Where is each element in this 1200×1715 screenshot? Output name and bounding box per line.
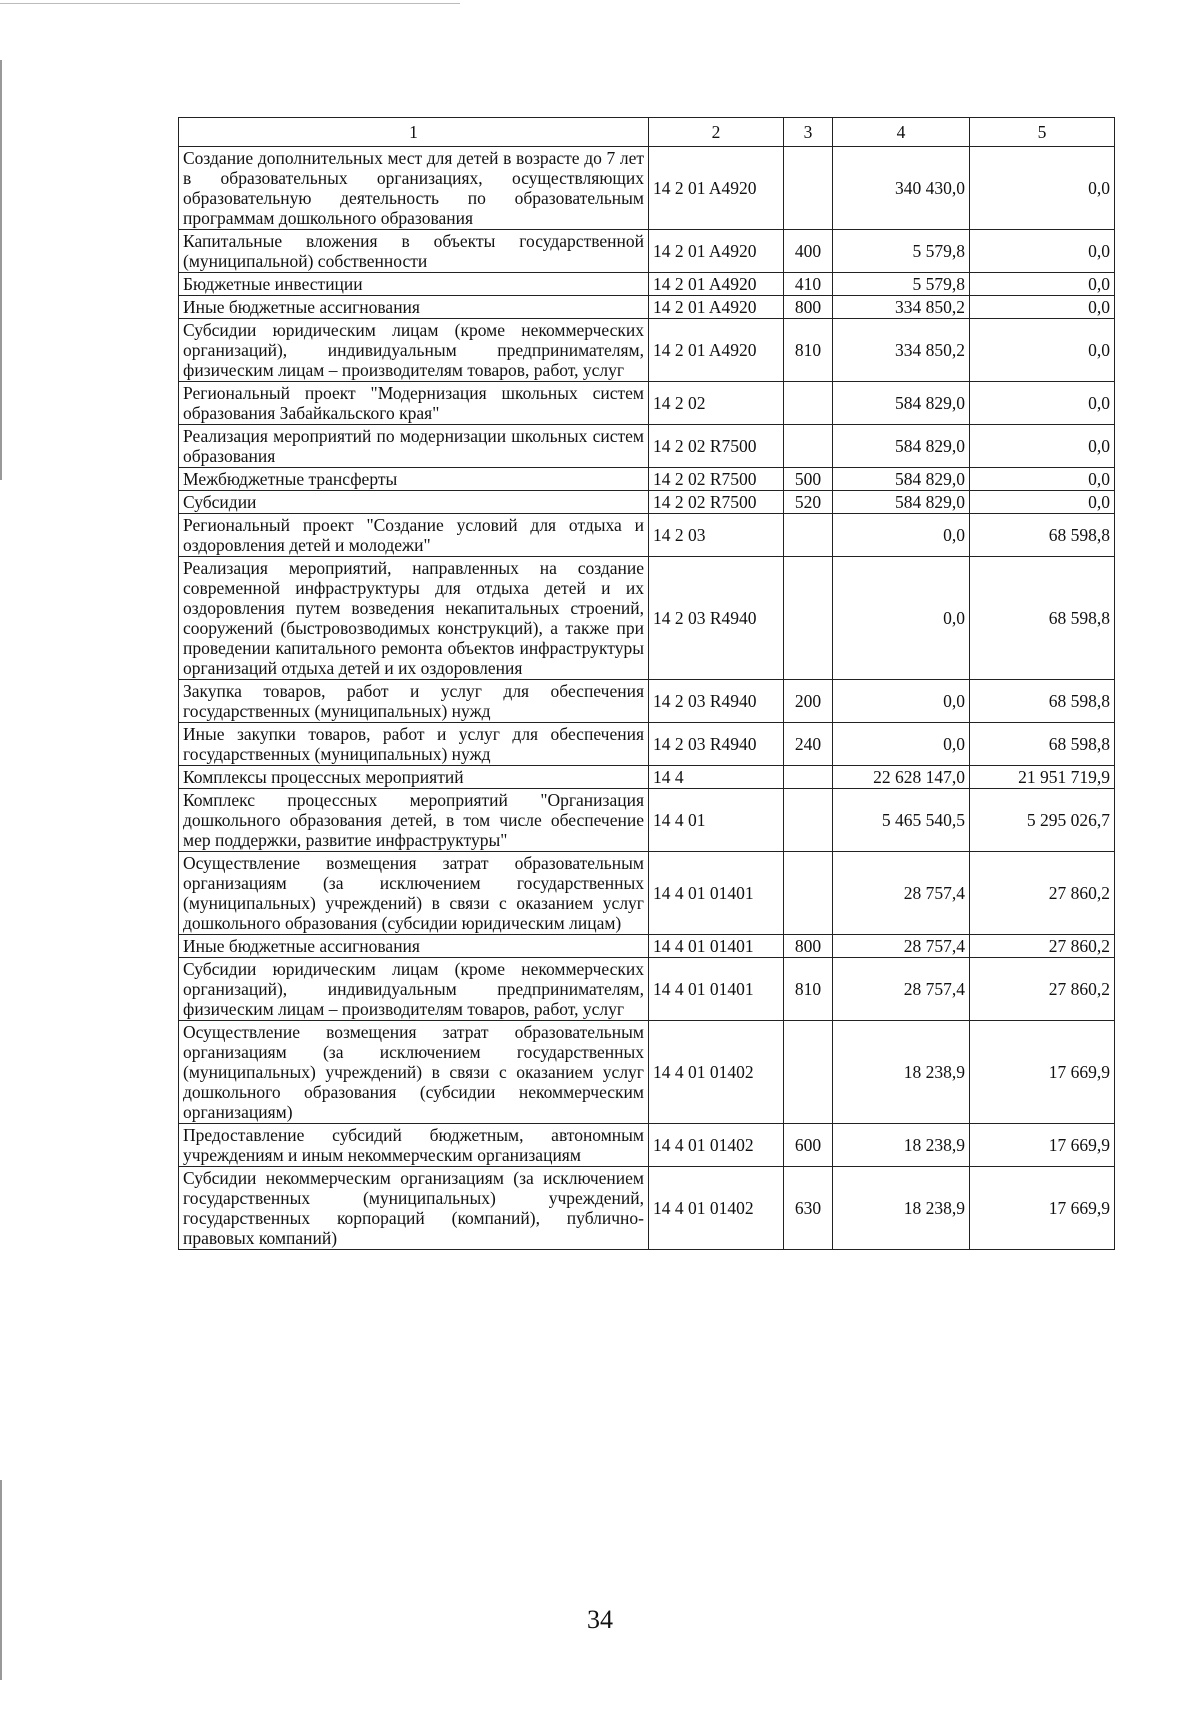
row-amount-year1-cell: 0,0 (833, 514, 970, 557)
row-name-cell: Создание дополнительных мест для детей в возрасте до 7 лет в образовательных организациях, осуществляющих образовательную деятельность по образовательным программам дошкольного образования (179, 147, 649, 230)
row-amount-year1-cell: 5 579,8 (833, 230, 970, 273)
row-amount-year1-cell: 5 579,8 (833, 273, 970, 296)
row-amount-year2-cell: 17 669,9 (970, 1167, 1115, 1250)
table-row (179, 468, 1115, 491)
row-code-cell: 14 4 01 01402 (649, 1167, 784, 1250)
row-code-cell: 14 2 01 A4920 (649, 296, 784, 319)
row-amount-year1-cell: 22 628 147,0 (833, 766, 970, 789)
row-amount-year2-cell: 21 951 719,9 (970, 766, 1115, 789)
row-code-cell: 14 4 01 01401 (649, 852, 784, 935)
row-type-cell: 800 (784, 935, 833, 958)
header-col-1: 1 (179, 118, 649, 147)
row-amount-year1-cell: 584 829,0 (833, 491, 970, 514)
row-code-cell: 14 4 01 01402 (649, 1021, 784, 1124)
row-code-cell: 14 2 01 A4920 (649, 319, 784, 382)
row-type-cell (784, 382, 833, 425)
row-amount-year2-cell: 27 860,2 (970, 958, 1115, 1021)
row-code-cell: 14 2 03 R4940 (649, 723, 784, 766)
table-row (179, 1021, 1115, 1124)
table-row (179, 1124, 1115, 1167)
row-amount-year1-cell: 584 829,0 (833, 382, 970, 425)
table-row (179, 935, 1115, 958)
row-amount-year2-cell: 17 669,9 (970, 1021, 1115, 1124)
budget-table (178, 117, 1115, 1250)
row-code-cell: 14 2 02 R7500 (649, 468, 784, 491)
row-amount-year2-cell: 27 860,2 (970, 852, 1115, 935)
row-name-cell: Иные бюджетные ассигнования (179, 935, 649, 958)
row-name-cell: Региональный проект "Модернизация школьных систем образования Забайкальского края" (179, 382, 649, 425)
table-row (179, 557, 1115, 680)
row-amount-year2-cell: 0,0 (970, 296, 1115, 319)
row-code-cell: 14 4 01 (649, 789, 784, 852)
row-code-cell: 14 2 03 (649, 514, 784, 557)
row-amount-year2-cell: 0,0 (970, 382, 1115, 425)
row-type-cell: 800 (784, 296, 833, 319)
row-name-cell: Капитальные вложения в объекты государственной (муниципальной) собственности (179, 230, 649, 273)
row-name-cell: Региональный проект "Создание условий для отдыха и оздоровления детей и молодежи" (179, 514, 649, 557)
row-type-cell: 200 (784, 680, 833, 723)
row-name-cell: Реализация мероприятий по модернизации школьных систем образования (179, 425, 649, 468)
row-amount-year1-cell: 18 238,9 (833, 1167, 970, 1250)
table-row (179, 230, 1115, 273)
row-type-cell: 630 (784, 1167, 833, 1250)
row-amount-year2-cell: 0,0 (970, 230, 1115, 273)
row-amount-year1-cell: 0,0 (833, 557, 970, 680)
row-code-cell: 14 4 01 01402 (649, 1124, 784, 1167)
table-row (179, 789, 1115, 852)
row-amount-year1-cell: 18 238,9 (833, 1124, 970, 1167)
row-amount-year2-cell: 5 295 026,7 (970, 789, 1115, 852)
row-amount-year1-cell: 340 430,0 (833, 147, 970, 230)
row-amount-year1-cell: 334 850,2 (833, 296, 970, 319)
table-row (179, 680, 1115, 723)
row-type-cell (784, 852, 833, 935)
row-amount-year2-cell: 0,0 (970, 273, 1115, 296)
row-name-cell: Иные бюджетные ассигнования (179, 296, 649, 319)
row-name-cell: Субсидии (179, 491, 649, 514)
row-code-cell: 14 2 02 (649, 382, 784, 425)
table-row (179, 852, 1115, 935)
table-row (179, 273, 1115, 296)
table-row (179, 147, 1115, 230)
row-type-cell: 810 (784, 958, 833, 1021)
row-amount-year2-cell: 68 598,8 (970, 557, 1115, 680)
row-type-cell (784, 789, 833, 852)
row-amount-year1-cell: 5 465 540,5 (833, 789, 970, 852)
row-name-cell: Комплексы процессных мероприятий (179, 766, 649, 789)
row-name-cell: Межбюджетные трансферты (179, 468, 649, 491)
row-type-cell (784, 1021, 833, 1124)
row-name-cell: Иные закупки товаров, работ и услуг для обеспечения государственных (муниципальных) нужд (179, 723, 649, 766)
row-code-cell: 14 2 02 R7500 (649, 491, 784, 514)
row-amount-year2-cell: 0,0 (970, 468, 1115, 491)
row-type-cell: 410 (784, 273, 833, 296)
row-amount-year2-cell: 68 598,8 (970, 723, 1115, 766)
table-row (179, 491, 1115, 514)
row-amount-year2-cell: 0,0 (970, 147, 1115, 230)
scan-artifact-edge (0, 1480, 2, 1680)
row-type-cell (784, 766, 833, 789)
row-type-cell (784, 425, 833, 468)
row-type-cell: 810 (784, 319, 833, 382)
row-name-cell: Закупка товаров, работ и услуг для обеспечения государственных (муниципальных) нужд (179, 680, 649, 723)
row-amount-year1-cell: 0,0 (833, 680, 970, 723)
row-name-cell: Осуществление возмещения затрат образовательным организациям (за исключением государственных (муниципальных) учреждений) в связи с оказанием услуг дошкольного образования (субсидии юридическим лицам) (179, 852, 649, 935)
scan-artifact-edge (0, 60, 2, 480)
table-row (179, 1167, 1115, 1250)
row-amount-year2-cell: 0,0 (970, 491, 1115, 514)
table-row (179, 425, 1115, 468)
scan-artifact-line (0, 3, 460, 4)
row-type-cell (784, 514, 833, 557)
row-amount-year1-cell: 28 757,4 (833, 958, 970, 1021)
row-amount-year1-cell: 28 757,4 (833, 852, 970, 935)
row-code-cell: 14 2 01 A4920 (649, 230, 784, 273)
table-row (179, 766, 1115, 789)
row-type-cell: 240 (784, 723, 833, 766)
row-type-cell (784, 557, 833, 680)
row-code-cell: 14 2 01 A4920 (649, 147, 784, 230)
row-code-cell: 14 2 02 R7500 (649, 425, 784, 468)
row-amount-year1-cell: 584 829,0 (833, 468, 970, 491)
row-amount-year1-cell: 0,0 (833, 723, 970, 766)
row-name-cell: Осуществление возмещения затрат образовательным организациям (за исключением государственных (муниципальных) учреждений) в связи с оказанием услуг дошкольного образования (субсидии некоммерческим организациям) (179, 1021, 649, 1124)
row-code-cell: 14 2 01 A4920 (649, 273, 784, 296)
row-amount-year1-cell: 28 757,4 (833, 935, 970, 958)
row-amount-year2-cell: 0,0 (970, 425, 1115, 468)
row-amount-year2-cell: 68 598,8 (970, 514, 1115, 557)
header-col-5: 5 (970, 118, 1115, 147)
row-name-cell: Бюджетные инвестиции (179, 273, 649, 296)
row-type-cell: 600 (784, 1124, 833, 1167)
row-code-cell: 14 2 03 R4940 (649, 557, 784, 680)
table-header-row (179, 118, 1115, 147)
table-row (179, 296, 1115, 319)
row-name-cell: Предоставление субсидий бюджетным, автономным учреждениям и иным некоммерческим организациям (179, 1124, 649, 1167)
row-amount-year2-cell: 27 860,2 (970, 935, 1115, 958)
header-col-2: 2 (649, 118, 784, 147)
row-name-cell: Комплекс процессных мероприятий "Организация дошкольного образования детей, в том числе обеспечение мер поддержки, развитие инфраструктуры" (179, 789, 649, 852)
row-type-cell: 520 (784, 491, 833, 514)
row-amount-year1-cell: 18 238,9 (833, 1021, 970, 1124)
row-code-cell: 14 4 (649, 766, 784, 789)
table-row (179, 958, 1115, 1021)
row-amount-year2-cell: 0,0 (970, 319, 1115, 382)
row-name-cell: Субсидии юридическим лицам (кроме некоммерческих организаций), индивидуальным предпринимателям, физическим лицам – производителям товаров, работ, услуг (179, 319, 649, 382)
row-type-cell: 500 (784, 468, 833, 491)
header-col-3: 3 (784, 118, 833, 147)
table-row (179, 382, 1115, 425)
row-amount-year2-cell: 68 598,8 (970, 680, 1115, 723)
row-name-cell: Субсидии некоммерческим организациям (за исключением государственных (муниципальных) учреждений, государственных корпораций (компаний), публично-правовых компаний) (179, 1167, 649, 1250)
row-code-cell: 14 2 03 R4940 (649, 680, 784, 723)
table-row (179, 723, 1115, 766)
row-name-cell: Реализация мероприятий, направленных на создание современной инфраструктуры для отдыха детей и их оздоровления путем возведения некапитальных строений, сооружений (быстровозводимых конструкций), а также при проведении капитального ремонта объектов инфраструктуры организаций отдыха детей и их оздоровления (179, 557, 649, 680)
table-row (179, 514, 1115, 557)
row-amount-year1-cell: 334 850,2 (833, 319, 970, 382)
header-col-4: 4 (833, 118, 970, 147)
row-code-cell: 14 4 01 01401 (649, 958, 784, 1021)
row-amount-year1-cell: 584 829,0 (833, 425, 970, 468)
row-name-cell: Субсидии юридическим лицам (кроме некоммерческих организаций), индивидуальным предпринимателям, физическим лицам – производителям товаров, работ, услуг (179, 958, 649, 1021)
row-type-cell: 400 (784, 230, 833, 273)
page-number: 34 (587, 1605, 613, 1634)
row-code-cell: 14 4 01 01401 (649, 935, 784, 958)
row-amount-year2-cell: 17 669,9 (970, 1124, 1115, 1167)
row-type-cell (784, 147, 833, 230)
table-row (179, 319, 1115, 382)
